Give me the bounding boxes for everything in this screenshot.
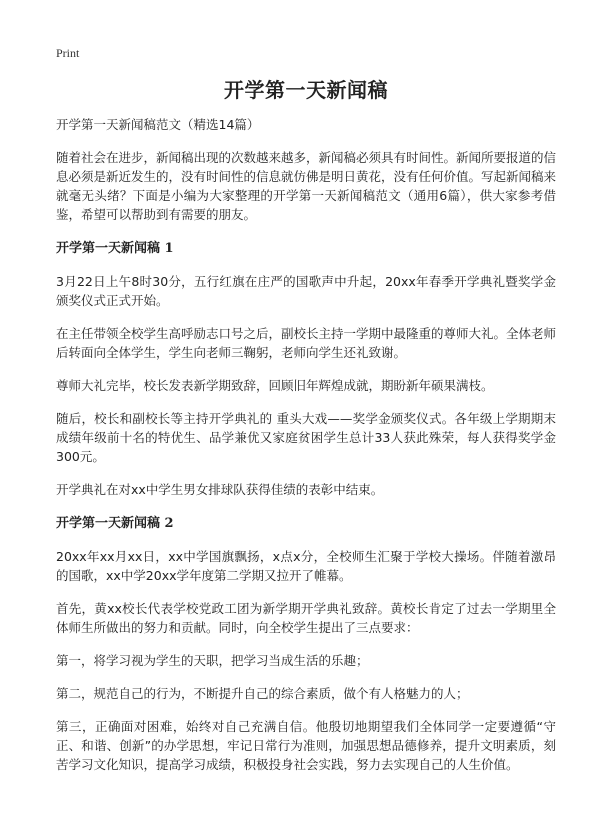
paragraph: 尊师大礼完毕，校长发表新学期致辞，回顾旧年辉煌成就，期盼新年硕果满枝。 [56, 378, 494, 393]
paragraph: 第二，规范自己的行为，不断提升自己的综合素质，做个有人格魅力的人； [56, 686, 469, 701]
paragraph: 随后，校长和副校长等主持开学典礼的 重头大戏——奖学金颁奖仪式。各年级上学期期末成绩年级前十名的特优生、品学兼优又家庭贫困学生总计33人获此殊荣，每人获得奖学金300元。 [56, 411, 556, 464]
paragraph: 开学典礼在对xx中学生男女排球队获得佳绩的表彰中结束。 [56, 482, 384, 497]
section-heading-2: 开学第一天新闻稿 2 [56, 516, 174, 531]
paragraph: 第三，正确面对困难，始终对自己充满自信。他殷切地期望我们全体同学一定要遵循“守正、和谐、创新”的办学思想，牢记日常行为准则，加强思想品德修养，提升文明素质，刻苦学习文化知识，提高学习成绩，积极投身社会实践，努力去实现自己的人生价值。 [56, 719, 556, 772]
section-heading-1: 开学第一天新闻稿 1 [56, 241, 174, 256]
paragraph: 首先，黄xx校长代表学校党政工团为新学期开学典礼致辞。黄校长肯定了过去一学期里全体师生所做出的努力和贡献。同时，向全校学生提出了三点要求： [56, 601, 556, 635]
paragraph: 在主任带领全校学生高呼励志口号之后，副校长主持一学期中最隆重的尊师大礼。全体老师后转面向全体学生，学生向老师三鞠躬，老师向学生还礼致谢。 [56, 326, 557, 360]
paragraph: 20xx年xx月xx日，xx中学国旗飘扬，x点x分，全校师生汇聚于学校大操场。伴随着激昂的国歌，xx中学20xx学年度第二学期又拉开了帷幕。 [56, 549, 556, 583]
print-link[interactable]: Print [56, 46, 80, 60]
paragraph: 第一，将学习视为学生的天职，把学习当成生活的乐趣； [56, 653, 369, 668]
document-subtitle: 开学第一天新闻稿范文（精选14篇） [56, 117, 260, 132]
intro-paragraph: 随着社会在进步，新闻稿出现的次数越来越多，新闻稿必须具有时间性。新闻所要报道的信息必须是新近发生的，没有时间性的信息就仿佛是明日黄花，没有任何价值。写起新闻稿来就毫无头绪？下面是小编为大家整理的开学第一天新闻稿范文（通用6篇），供大家参考借鉴，希望可以帮助到有需要的朋友。 [56, 150, 557, 222]
document-title: 开学第一天新闻稿 [224, 78, 388, 102]
paragraph: 3月22日上午8时30分，五行红旗在庄严的国歌声中升起，20xx年春季开学典礼暨奖学金颁奖仪式正式开始。 [56, 274, 556, 308]
